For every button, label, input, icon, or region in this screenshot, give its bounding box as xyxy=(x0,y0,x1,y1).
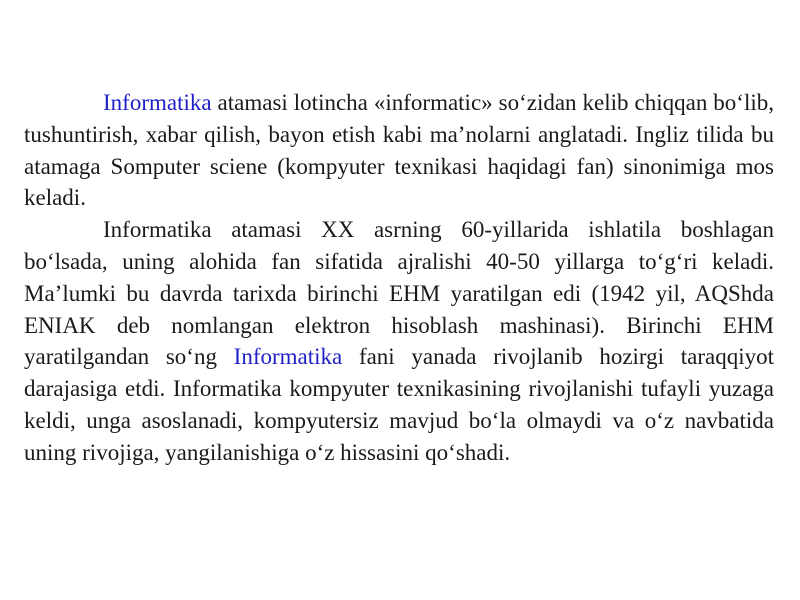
document-body xyxy=(24,87,774,469)
highlighted-term: Informatika xyxy=(103,90,212,115)
paragraph-text: atamasi lotincha «informatic» so‘zidan kelib chiqqan bo‘lib, tushuntirish, xabar qilish, bayon etish kabi ma’nolarni anglatadi. Ingliz tilida bu atamaga Somputer sciene (kompyuter texnikasi haqidagi fan) sinonimiga mos keladi. xyxy=(24,90,774,211)
paragraph-history xyxy=(24,214,774,468)
highlighted-term: Informatika xyxy=(233,344,343,370)
paragraph-text-after: fani yanada rivojlanib hozirgi taraqqiyot darajasiga etdi. Informatika kompyuter texnikasining rivojlanishi tufayli yuzaga keldi, unga asoslanadi, kompyutersiz mavjud bo‘la olmaydi va o‘z navbatida uning rivojiga, yangilanishiga o‘z hissasini qo‘shadi. xyxy=(24,344,775,465)
paragraph-definition xyxy=(24,87,774,214)
paragraph-text-before: Informatika atamasi XX asrning 60-yillarida ishlatila boshlagan bo‘lsada, uning alohida fan sifatida ajralishi 40-50 yillarga to‘g‘ri keladi. Ma’lumki bu davrda tarixda birinchi EHM yaratilgan edi (1942 yil, AQShda ENIAK deb nomlangan elektron hisoblash mashinasi). Birinchi EHM yaratilgandan so‘ng xyxy=(24,217,774,370)
